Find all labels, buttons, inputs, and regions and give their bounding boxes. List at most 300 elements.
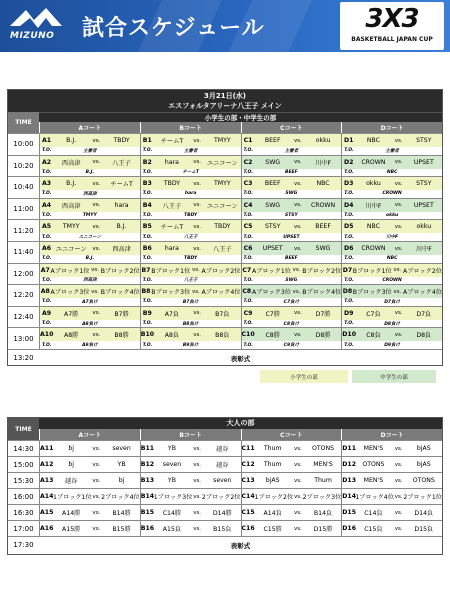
to-label: T.O.	[344, 148, 354, 154]
vs-label: vs.	[193, 525, 202, 532]
team-away: 川中F	[315, 159, 332, 167]
team-away: okku	[315, 137, 331, 144]
team-away: チームT	[110, 181, 133, 189]
team-away: seven	[112, 445, 131, 452]
vs-label: vs.	[394, 509, 403, 516]
table-officials-row	[39, 255, 442, 263]
to-label: T.O.	[142, 256, 153, 262]
vs-label: vs.	[92, 223, 101, 230]
match-cell	[140, 441, 241, 456]
header-banner	[0, 0, 450, 52]
schedule-row	[8, 155, 442, 177]
table-official-cell	[241, 169, 342, 177]
match-cell	[140, 489, 241, 504]
table-officials-row	[39, 169, 442, 177]
team-away: Aブロック4位	[201, 289, 241, 297]
to-team: チームT	[182, 170, 199, 176]
court-header: Bコート	[140, 122, 241, 133]
time-slot: 16:00	[8, 488, 39, 504]
vs-label: vs.	[293, 245, 302, 252]
table-official-cell	[140, 169, 241, 177]
team-away: Bブロック2位	[100, 267, 140, 275]
table-official-cell	[140, 147, 241, 155]
vs-label: vs.	[293, 493, 302, 500]
team-home: BEEF	[264, 180, 281, 188]
match-id: A4	[41, 201, 52, 209]
team-away: TMYY	[213, 137, 231, 144]
to-team: B.J.	[85, 256, 95, 262]
match-cell	[140, 285, 241, 298]
team-away: hara	[114, 201, 129, 209]
to-team: A9負け	[82, 343, 98, 349]
vs-label: vs.	[293, 137, 302, 144]
match-id: D10	[342, 331, 356, 339]
team-away: UPSET	[413, 201, 434, 209]
team-home: 西高津	[61, 159, 81, 167]
team-home: YB	[167, 477, 176, 484]
vs-label: vs.	[92, 445, 101, 452]
team-away: 2ブロック3位	[302, 494, 342, 501]
team-away: D14負	[414, 510, 434, 517]
to-label: T.O.	[243, 299, 253, 305]
team-away: TBDY	[214, 223, 231, 231]
match-cell	[39, 307, 140, 320]
match-cell	[140, 457, 241, 472]
table-official-cell	[39, 212, 140, 220]
table-official-cell	[39, 147, 140, 155]
team-home: Thum	[263, 445, 282, 452]
time-slot: 10:00	[8, 133, 39, 155]
table-officials-row	[39, 147, 442, 155]
to-team: B9負け	[182, 343, 199, 349]
to-label: T.O.	[344, 234, 354, 240]
team-away: 八王子	[213, 246, 232, 253]
table-official-cell	[39, 277, 140, 285]
time-slot: 13:20	[8, 349, 39, 366]
match-id: C16	[241, 525, 255, 532]
schedule-row	[8, 241, 442, 263]
page-title: 試合スケジュール	[82, 16, 265, 41]
time-slot: 16:30	[8, 504, 39, 520]
match-cell	[241, 285, 342, 298]
match-cell	[39, 441, 140, 456]
team-home: Aブロック1位	[251, 267, 291, 275]
court-header-row	[39, 122, 442, 133]
time-slot: 10:20	[8, 155, 39, 177]
table-official-cell	[341, 147, 442, 155]
to-team: BEEF	[285, 169, 298, 175]
team-home: Thum	[263, 461, 282, 468]
table-officials-row	[39, 233, 442, 241]
team-away: B14負	[313, 510, 333, 517]
match-id: B15	[140, 509, 155, 516]
to-team: 主審者	[183, 148, 198, 154]
match-cell	[341, 285, 442, 298]
match-id: A15	[40, 509, 54, 516]
time-slot: 13:00	[8, 327, 39, 349]
match-cell	[341, 521, 442, 536]
to-label: T.O.	[344, 342, 354, 348]
match-id: C14	[241, 493, 255, 500]
match-id: A14	[40, 493, 54, 500]
team-home: C7勝	[265, 310, 280, 318]
team-away: seven	[213, 477, 232, 484]
court-header: Aコート	[39, 122, 140, 133]
time-slot: 12:40	[8, 306, 39, 328]
table-official-cell	[140, 341, 241, 349]
team-home: 1ブロック2位	[254, 494, 294, 501]
to-team: A7負け	[82, 299, 98, 305]
match-id: B2	[142, 158, 152, 166]
team-home: bj	[68, 461, 75, 468]
to-team: 主審者	[284, 148, 299, 154]
team-away: NBC	[316, 180, 330, 188]
section1-title: 小学生の部・中学生の部	[39, 112, 442, 122]
match-cell	[39, 457, 140, 472]
match-cell	[341, 457, 442, 472]
team-away: 越谷	[216, 462, 229, 469]
match-id: A11	[40, 445, 54, 452]
to-team: 西高津	[83, 191, 97, 197]
to-label: T.O.	[243, 256, 253, 262]
match-id: D11	[342, 445, 356, 452]
team-home: A14勝	[62, 510, 81, 517]
table-official-cell	[39, 320, 140, 328]
team-home: SWG	[265, 158, 281, 166]
vs-label: vs.	[193, 202, 202, 209]
match-id: C9	[243, 309, 253, 317]
to-team: NBC	[386, 169, 398, 175]
vs-label: vs.	[293, 461, 302, 468]
match-id: B16	[140, 525, 155, 532]
team-away: Aブロック4位	[403, 289, 442, 297]
match-row	[39, 241, 442, 255]
match-id: C12	[241, 461, 255, 468]
to-team: 主審者	[385, 148, 399, 154]
to-label: T.O.	[243, 277, 253, 283]
to-label: T.O.	[42, 169, 52, 175]
team-away: Bブロック4位	[100, 289, 140, 297]
match-cell	[140, 505, 241, 520]
match-id: D1	[344, 137, 354, 144]
to-label: T.O.	[344, 299, 354, 305]
cup-name: BASKETBALL JAPAN CUP	[351, 36, 433, 43]
vs-label: vs.	[193, 331, 202, 338]
time-slot: 15:30	[8, 472, 39, 488]
match-row	[39, 133, 442, 147]
team-home: STSY	[264, 223, 281, 231]
match-id: C13	[241, 477, 255, 484]
time-slot: 17:00	[8, 520, 39, 536]
time-header: TIME	[8, 418, 39, 440]
table-official-cell	[341, 320, 442, 328]
team-home: C15勝	[263, 526, 282, 533]
match-cell	[39, 220, 140, 233]
match-cell	[140, 134, 241, 147]
team-away: bjAS	[416, 461, 431, 468]
to-label: T.O.	[142, 321, 153, 327]
to-team: TBDY	[184, 256, 198, 262]
team-home: bj	[68, 445, 75, 452]
team-away: D8負	[416, 332, 432, 340]
team-away: STSY	[416, 180, 432, 188]
to-team: NBC	[386, 256, 398, 262]
vs-label: vs.	[92, 245, 101, 252]
team-away: ユニコーン	[206, 159, 238, 167]
match-cell	[39, 156, 140, 169]
match-cell	[241, 489, 342, 504]
team-away: bjAS	[416, 445, 431, 452]
awards-ceremony: 表彰式	[39, 536, 442, 553]
to-team: UPSET	[283, 234, 300, 240]
match-cell	[241, 441, 342, 456]
match-cell	[341, 473, 442, 488]
match-id: D4	[344, 201, 354, 209]
court-header: Dコート	[341, 429, 442, 440]
team-home: A7負	[164, 310, 180, 318]
match-cell	[241, 220, 342, 233]
match-id: C10	[241, 331, 255, 339]
vs-label: vs.	[394, 445, 403, 452]
match-cell	[39, 199, 140, 212]
to-label: T.O.	[42, 342, 52, 348]
team-home: TBDY	[163, 180, 181, 188]
team-home: Bブロック3位	[352, 289, 392, 297]
table-official-cell	[341, 233, 442, 241]
match-cell	[241, 242, 342, 255]
table-official-cell	[341, 190, 442, 198]
table-official-cell	[241, 190, 342, 198]
schedule-row	[8, 456, 442, 472]
team-home: A8勝	[64, 332, 79, 340]
table-official-cell	[241, 233, 342, 241]
to-label: T.O.	[344, 256, 354, 262]
vs-label: vs.	[292, 288, 301, 295]
match-row	[39, 284, 442, 298]
table-officials-row	[39, 190, 442, 198]
match-cell	[341, 264, 442, 277]
team-away: bj	[118, 477, 125, 484]
match-cell	[39, 264, 140, 277]
schedule-row	[8, 520, 442, 536]
schedule-row	[8, 440, 442, 456]
to-label: T.O.	[243, 213, 253, 219]
vs-label: vs.	[92, 525, 101, 532]
to-team: C9負け	[283, 343, 300, 349]
team-away: 西高津	[112, 246, 131, 253]
team-home: BEEF	[264, 137, 281, 144]
match-id: D9	[344, 309, 354, 317]
team-home: Aブロック3位	[251, 289, 291, 297]
table-official-cell	[341, 298, 442, 306]
match-id: A13	[40, 477, 54, 484]
vs-label: vs.	[393, 267, 402, 274]
team-away: 2ブロック4位	[101, 494, 140, 501]
schedule-row	[8, 263, 442, 285]
to-team: D9負け	[384, 343, 401, 349]
team-away: Thum	[314, 477, 332, 484]
vs-label: vs.	[293, 310, 302, 317]
time-slot: 15:00	[8, 456, 39, 472]
match-row	[39, 472, 442, 488]
match-id: C8	[242, 288, 252, 296]
legend-middle: 中学生の部	[352, 370, 436, 383]
team-home: TMYY	[62, 223, 80, 231]
team-away: B7負	[215, 310, 230, 318]
cup-mark: 3X3	[365, 4, 419, 34]
to-team: B7負け	[182, 299, 199, 305]
to-label: T.O.	[42, 256, 52, 262]
team-home: チームT	[160, 138, 184, 145]
match-id: B13	[140, 477, 155, 484]
match-cell	[39, 505, 140, 520]
team-home: 越谷	[65, 478, 78, 485]
match-id: B14	[140, 493, 155, 500]
vs-label: vs.	[91, 288, 100, 295]
to-label: T.O.	[142, 277, 153, 283]
match-row	[39, 456, 442, 472]
vs-label: vs.	[394, 477, 403, 484]
team-away: Aブロック2位	[201, 267, 241, 275]
match-row	[39, 327, 442, 341]
team-away: 八王子	[112, 159, 131, 167]
table-official-cell	[241, 147, 342, 155]
match-row	[39, 219, 442, 233]
vs-label: vs.	[191, 267, 200, 274]
match-id: D6	[344, 245, 354, 252]
match-cell	[341, 177, 442, 190]
match-cell	[140, 199, 241, 212]
vs-label: vs.	[92, 477, 101, 484]
to-label: T.O.	[42, 148, 52, 154]
match-id: A16	[40, 525, 54, 532]
match-id: D7	[342, 266, 353, 274]
time-slot: 14:30	[8, 440, 39, 456]
team-home: C8負	[366, 332, 381, 340]
to-team: BEEF	[285, 256, 298, 262]
match-cell	[341, 134, 442, 147]
match-cell	[241, 199, 342, 212]
team-away: B15勝	[112, 526, 131, 533]
match-row	[39, 155, 442, 169]
vs-label: vs.	[293, 180, 302, 187]
team-home: 西高津	[61, 202, 81, 210]
team-home: チームT	[160, 224, 184, 232]
match-cell	[140, 521, 241, 536]
team-away: Bブロック2位	[302, 267, 342, 275]
vs-label: vs.	[394, 137, 403, 144]
vs-label: vs.	[293, 202, 302, 209]
team-away: B.J.	[116, 223, 127, 231]
mizuno-runbird-icon	[6, 6, 66, 32]
match-cell	[39, 328, 140, 341]
match-id: A5	[41, 223, 52, 231]
to-label: T.O.	[42, 277, 52, 283]
team-away: OTONS	[312, 445, 335, 452]
match-cell	[39, 489, 140, 504]
match-cell	[341, 441, 442, 456]
vs-label: vs.	[193, 493, 202, 500]
match-id: C7	[242, 266, 252, 274]
legend-kids: 小学生の部	[260, 370, 348, 383]
event-date: 3月21日(水)	[203, 92, 246, 100]
to-label: T.O.	[42, 191, 52, 197]
team-away: UPSET	[413, 158, 434, 166]
match-id: B8	[141, 288, 151, 296]
team-away: B8勝	[114, 332, 129, 340]
to-team: C7負け	[283, 299, 300, 305]
to-team: TBDY	[184, 213, 198, 219]
team-home: C7負	[366, 310, 381, 318]
table-official-cell	[39, 341, 140, 349]
vs-label: vs.	[193, 137, 202, 144]
to-label: T.O.	[344, 213, 354, 219]
team-away: 2ブロック1位	[403, 494, 442, 501]
to-team: C8負け	[283, 321, 300, 327]
match-id: A8	[40, 288, 50, 296]
vs-label: vs.	[394, 493, 403, 500]
table-official-cell	[241, 298, 342, 306]
vs-label: vs.	[193, 180, 202, 187]
team-home: C14負	[364, 510, 383, 517]
team-away: ユニコーン	[206, 202, 238, 210]
table-official-cell	[39, 255, 140, 263]
match-id: B6	[142, 245, 152, 252]
match-row	[39, 198, 442, 212]
to-label: T.O.	[243, 148, 253, 154]
team-home: C14勝	[162, 510, 182, 517]
match-row	[39, 520, 442, 536]
team-home: hara	[164, 158, 179, 166]
schedule-row	[8, 504, 442, 520]
vs-label: vs.	[394, 525, 403, 532]
match-cell	[39, 242, 140, 255]
match-cell	[241, 134, 342, 147]
match-id: D13	[342, 477, 356, 484]
match-cell	[140, 307, 241, 320]
time-slot: 12:00	[8, 263, 39, 285]
court-header: Dコート	[341, 122, 442, 133]
team-home: A14負	[263, 510, 282, 517]
match-cell	[241, 156, 342, 169]
team-away: D14勝	[212, 510, 232, 517]
team-home: MEN'S	[363, 477, 384, 484]
team-home: A7勝	[64, 310, 79, 318]
team-away: 越谷	[216, 446, 229, 453]
team-home: 1ブロック4位	[355, 494, 394, 501]
match-id: A10	[40, 331, 54, 339]
to-label: T.O.	[142, 191, 153, 197]
vs-label: vs.	[394, 331, 403, 338]
court-header-row	[39, 429, 442, 440]
match-cell	[341, 307, 442, 320]
team-away: B14勝	[112, 510, 131, 517]
match-cell	[140, 220, 241, 233]
vs-label: vs.	[394, 159, 403, 166]
team-away: D8勝	[315, 332, 331, 340]
to-team: B.J.	[85, 169, 95, 175]
vs-label: vs.	[193, 445, 202, 452]
team-home: CROWN	[361, 158, 386, 166]
schedule-row	[8, 284, 442, 306]
to-label: T.O.	[243, 321, 253, 327]
team-away: D15負	[414, 526, 434, 533]
vs-label: vs.	[92, 159, 101, 166]
team-home: C8勝	[265, 332, 280, 340]
match-cell	[241, 264, 342, 277]
vs-label: vs.	[394, 245, 403, 252]
time-slot: 17:30	[8, 536, 39, 553]
